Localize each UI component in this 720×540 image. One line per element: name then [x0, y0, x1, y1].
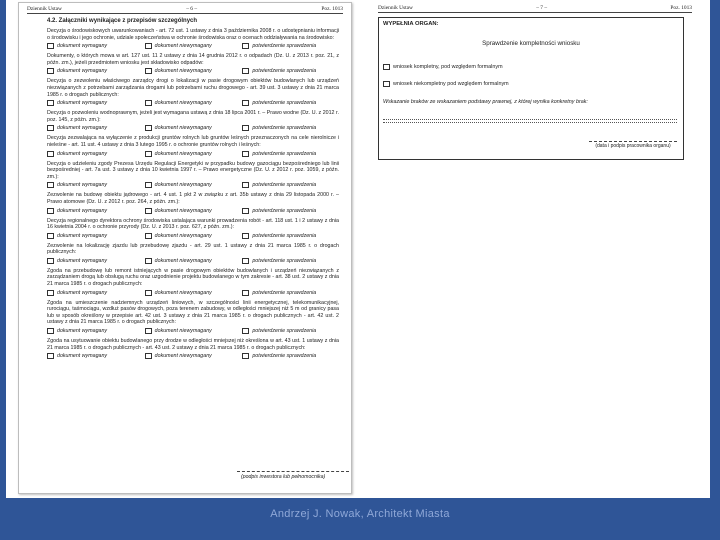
attachment-sections	[27, 28, 343, 360]
document-page-left	[18, 2, 352, 494]
slide-panel	[6, 0, 710, 498]
checkbox-label: dokument niewymagany	[154, 328, 212, 335]
document-page-right	[370, 2, 700, 494]
checkbox-option[interactable]	[145, 290, 243, 296]
section-text: Zezwolenie na lokalizację zjazdu lub przebudowę zjazdu - art. 29 ust. 1 ustawy z dnia 21 marca 1985 r. o drogach publicznych:	[47, 242, 339, 256]
checkbox-option[interactable]	[145, 328, 243, 334]
checkbox-label: dokument niewymagany	[154, 125, 212, 132]
checkbox-option[interactable]	[145, 125, 243, 131]
checkbox-icon[interactable]	[242, 208, 249, 214]
checkbox-option[interactable]	[47, 68, 145, 74]
attachments-title: 4.2. Załączniki wynikające z przepisów szczególnych	[47, 18, 198, 24]
checkbox-option[interactable]	[242, 125, 340, 131]
checkbox-icon[interactable]	[47, 68, 54, 74]
checkbox-label: dokument niewymagany	[154, 353, 212, 360]
checkbox-option[interactable]	[145, 100, 243, 106]
checkbox-option[interactable]	[242, 100, 340, 106]
page-header	[27, 6, 343, 14]
checkbox-option[interactable]	[145, 208, 243, 214]
position-number: Poz. 1013	[321, 6, 343, 12]
checkbox-icon[interactable]	[145, 68, 152, 74]
checkbox-label: dokument wymagany	[57, 68, 108, 75]
check-complete[interactable]	[383, 64, 679, 70]
checkbox-label: dokument niewymagany	[154, 207, 212, 214]
checkbox-label: dokument niewymagany	[154, 182, 212, 189]
checkbox-row	[47, 42, 343, 50]
checkbox-label: potwierdzenie sprawdzenia	[252, 182, 317, 189]
checkbox-label: dokument niewymagany	[154, 150, 212, 157]
checkbox-option[interactable]	[242, 328, 340, 334]
checkbox-row	[47, 289, 343, 297]
checkbox-icon[interactable]	[145, 182, 152, 188]
section-text: Zezwolenie na budowę obiektu jądrowego - art. 4 ust. 1 pkt 2 w związku z art. 35b ustawy z dnia 29 listopada 2000 r. – Prawo atomowe (Dz. U. z 2012 r. poz. 264, z późn. zm.):	[47, 192, 339, 205]
checkbox-option[interactable]	[145, 43, 243, 49]
checkbox-row	[47, 67, 343, 75]
checkbox-icon[interactable]	[47, 182, 54, 188]
checkbox-label: potwierdzenie sprawdzenia	[252, 289, 317, 296]
checkbox-option[interactable]	[47, 100, 145, 106]
checkbox-option[interactable]	[145, 68, 243, 74]
checkbox-option[interactable]	[47, 328, 145, 334]
checkbox-option[interactable]	[145, 258, 243, 264]
check-incomplete-label: wniosek niekompletny pod względem formalnym	[393, 81, 509, 87]
journal-name: Dziennik Ustaw	[27, 6, 62, 12]
signature-line	[237, 471, 349, 472]
checkbox-option[interactable]	[47, 208, 145, 214]
deficiency-note: Wskazanie braków ze wskazaniem podstawy prawnej, z której wynika konkretny brak:	[383, 99, 588, 105]
checkbox-icon[interactable]	[242, 353, 249, 359]
checkbox-icon[interactable]	[242, 43, 249, 49]
checkbox-label: dokument niewymagany	[154, 232, 212, 239]
checkbox-label: dokument niewymagany	[154, 43, 212, 50]
checkbox-icon[interactable]	[242, 233, 249, 239]
checkbox-icon[interactable]	[242, 290, 249, 296]
checkbox-icon[interactable]	[242, 182, 249, 188]
checkbox-row	[47, 352, 343, 360]
position-number: Poz. 1013	[670, 5, 692, 11]
checkbox-label: dokument wymagany	[57, 43, 108, 50]
checkbox-icon[interactable]	[47, 208, 54, 214]
signature-caption: (podpis inwestora lub pełnomocnika)	[241, 474, 326, 480]
checkbox-icon[interactable]	[47, 353, 54, 359]
signature-line	[589, 141, 677, 142]
checkbox-label: dokument wymagany	[57, 100, 108, 107]
checkbox-label: dokument wymagany	[57, 328, 108, 335]
checkbox-option[interactable]	[145, 233, 243, 239]
checkbox-label: potwierdzenie sprawdzenia	[252, 150, 317, 157]
checkbox-icon[interactable]	[47, 43, 54, 49]
page-number: – 7 –	[536, 5, 548, 11]
checkbox-option[interactable]	[47, 258, 145, 264]
checkbox-option[interactable]	[242, 151, 340, 157]
checkbox-icon[interactable]	[242, 100, 249, 106]
dotted-line	[383, 115, 677, 123]
checkbox-label: dokument niewymagany	[154, 68, 212, 75]
checkbox-icon[interactable]	[145, 125, 152, 131]
checkbox-label: potwierdzenie sprawdzenia	[252, 257, 317, 264]
checkbox-icon[interactable]	[145, 290, 152, 296]
checkbox-icon[interactable]	[145, 208, 152, 214]
checkbox-icon[interactable]	[145, 258, 152, 264]
checkbox-icon[interactable]	[47, 100, 54, 106]
checkbox-option[interactable]	[145, 151, 243, 157]
checkbox-icon[interactable]	[47, 290, 54, 296]
checkbox-icon[interactable]	[242, 68, 249, 74]
checkbox-icon[interactable]	[242, 328, 249, 334]
checkbox-row	[47, 257, 343, 265]
checkbox-option[interactable]	[242, 290, 340, 296]
checkbox-label: potwierdzenie sprawdzenia	[252, 125, 317, 132]
checkbox-option[interactable]	[145, 182, 243, 188]
check-incomplete[interactable]	[383, 81, 679, 87]
section-text: Decyzja o udzieleniu zgody Prezesa Urzędu Regulacji Energetyki w przypadku budowy gazociągu bezpośredniego lub linii bezpośredniej - art. 7a ust. 3 ustawy z dnia 10 kwietnia 1997 r. – Prawo energetyczne (Dz. U. z 2012 r. poz. 1059, z późn. zm.):	[47, 160, 339, 180]
checkbox-icon[interactable]	[383, 81, 390, 87]
checkbox-row	[47, 207, 343, 215]
section-text: Decyzja o pozwoleniu wodnoprawnym, jeżeli jest wymagana ustawą z dnia 18 lipca 2001 r. – Prawo wodne (Dz. U. z 2012 r. poz. 145, z późn. zm.):	[47, 110, 339, 123]
checkbox-option[interactable]	[242, 233, 340, 239]
slide-footer-author: Andrzej J. Nowak, Architekt Miasta	[270, 508, 450, 520]
checkbox-icon[interactable]	[145, 233, 152, 239]
section-text: Zgoda na usytuowanie obiektu budowlanego przy drodze w odległości mniejszej niż określona w art. 43 ust. 1 ustawy z dnia 21 marca 1985 r. o drogach publicznych - art. 43 ust. 2 ustawy z dnia 21 marca 1985 r. o drogach publicznych:	[47, 338, 339, 351]
checkbox-label: dokument wymagany	[57, 150, 108, 157]
checkbox-icon[interactable]	[47, 328, 54, 334]
checkbox-label: dokument wymagany	[57, 353, 108, 360]
checkbox-option[interactable]	[242, 68, 340, 74]
checkbox-icon[interactable]	[145, 151, 152, 157]
checkbox-icon[interactable]	[145, 43, 152, 49]
checkbox-icon[interactable]	[47, 233, 54, 239]
checkbox-icon[interactable]	[242, 125, 249, 131]
check-complete-label: wniosek kompletny, pod względem formalnym	[393, 64, 503, 70]
checkbox-label: dokument wymagany	[57, 207, 108, 214]
checkbox-row	[47, 124, 343, 132]
page-header	[378, 5, 692, 13]
checkbox-option[interactable]	[47, 43, 145, 49]
section-text: Decyzja regionalnego dyrektora ochrony środowiska ustalająca warunki prowadzenia robót - art. 118 ust. 1 i 2 ustawy z dnia 16 kwietnia 2004 r. o ochronie przyrody (Dz. U. z 2013 r. poz. 627, z późn. zm.):	[47, 217, 339, 231]
checkbox-label: potwierdzenie sprawdzenia	[252, 328, 317, 335]
checkbox-option[interactable]	[242, 258, 340, 264]
checkbox-row	[47, 150, 343, 158]
checkbox-option[interactable]	[47, 151, 145, 157]
authority-box	[378, 17, 684, 160]
checkbox-label: dokument niewymagany	[154, 257, 212, 264]
checkbox-icon[interactable]	[47, 125, 54, 131]
checkbox-option[interactable]	[242, 208, 340, 214]
checkbox-option[interactable]	[242, 353, 340, 359]
checkbox-label: potwierdzenie sprawdzenia	[252, 207, 317, 214]
checkbox-icon[interactable]	[47, 151, 54, 157]
checkbox-row	[47, 181, 343, 189]
checkbox-label: dokument niewymagany	[154, 100, 212, 107]
section-text: Decyzja zezwalająca na wyłączenie z produkcji gruntów rolnych lub gruntów leśnych przeznaczonych na cele nierolnicze i nieleśne - art. 11 ust. 4 ustawy z dnia 3 lutego 1995 r. o ochronie gruntów rolnych i leśnych:	[47, 135, 339, 148]
checkbox-row	[47, 99, 343, 107]
section-text: Decyzja o środowiskowych uwarunkowaniach - art. 72 ust. 1 ustawy z dnia 3 października 2008 r. o udostępnianiu informacji o środowisku i jego ochronie, udziale społeczeństwa w ochronie środowiska oraz o ocenach oddziaływania na środowisko:	[47, 28, 339, 41]
checkbox-option[interactable]	[242, 182, 340, 188]
checkbox-label: potwierdzenie sprawdzenia	[252, 68, 317, 75]
checkbox-label: dokument wymagany	[57, 257, 108, 264]
section-text: Decyzja o zezwoleniu właściwego zarządcy drogi o lokalizacji w pasie drogowym obiektów budowlanych lub urządzeń niezwiązanych z potrzebami zarządzania drogami lub potrzebami ruchu drogowego - art. 39 ust. 3 ustawy z dnia 21 marca 1985 r. o drogach publicznych:	[47, 78, 339, 98]
checkbox-label: dokument wymagany	[57, 125, 108, 132]
checkbox-option[interactable]	[47, 290, 145, 296]
authority-box-label: WYPEŁNIA ORGAN:	[383, 21, 439, 27]
checkbox-label: dokument wymagany	[57, 289, 108, 296]
checkbox-row	[47, 327, 343, 335]
checkbox-label: potwierdzenie sprawdzenia	[252, 353, 317, 360]
checkbox-label: potwierdzenie sprawdzenia	[252, 232, 317, 239]
checkbox-label: dokument wymagany	[57, 232, 108, 239]
checkbox-option[interactable]	[242, 43, 340, 49]
checkbox-icon[interactable]	[145, 353, 152, 359]
checkbox-option[interactable]	[47, 182, 145, 188]
checkbox-label: dokument wymagany	[57, 182, 108, 189]
checkbox-option[interactable]	[47, 233, 145, 239]
checkbox-label: potwierdzenie sprawdzenia	[252, 100, 317, 107]
checkbox-icon[interactable]	[145, 328, 152, 334]
checkbox-label: dokument niewymagany	[154, 289, 212, 296]
checkbox-icon[interactable]	[242, 151, 249, 157]
section-text: Zgoda na umieszczenie nadziemnych urządzeń liniowych, w szczególności linii energetycznej, telekomunikacyjnej, rurociągu, taśmociągu, wzdłuż pasów drogowych, poza terenem zabudowy, w odległości mniejszej niż 5 m od granicy pasa lub w sposób określony w przepisie art. 42 ust. 3 ustawy z dnia 21 marca 1985 r. o drogach publicznych - art. 42 ust. 2 ustawy z dnia 21 marca 1985 r. o drogach publicznych:	[47, 299, 339, 326]
checkbox-icon[interactable]	[383, 64, 390, 70]
checkbox-row	[47, 232, 343, 240]
completeness-check-title: Sprawdzenie kompletności wniosku	[482, 40, 580, 47]
checkbox-option[interactable]	[47, 353, 145, 359]
page-number: – 6 –	[186, 6, 198, 12]
checkbox-icon[interactable]	[47, 258, 54, 264]
checkbox-icon[interactable]	[145, 100, 152, 106]
checkbox-option[interactable]	[47, 125, 145, 131]
checkbox-label: potwierdzenie sprawdzenia	[252, 43, 317, 50]
section-text: Zgoda na przebudowę lub remont istniejących w pasie drogowym obiektów budowlanych i urządzeń niezwiązanych z zarządzaniem drogą lub obsługą ruchu oraz uzgodnienie projektu budowlanego w tym zakresie - art. 38 ust. 2 ustawy z dnia 21 marca 1985 r. o drogach publicznych:	[47, 267, 339, 288]
journal-name: Dziennik Ustaw	[378, 5, 413, 11]
section-text: Dokumenty, o których mowa w art. 127 ust. 11 2 ustawy z dnia 14 grudnia 2012 r. o odpadach (Dz. U. z 2013 r. poz. 21, z późn. zm.), jeżeli przedmiotem wniosku jest składowisko odpadów:	[47, 53, 339, 66]
checkbox-icon[interactable]	[242, 258, 249, 264]
checkbox-option[interactable]	[145, 353, 243, 359]
officer-signature-caption: (data i podpis pracownika organu)	[595, 143, 671, 149]
